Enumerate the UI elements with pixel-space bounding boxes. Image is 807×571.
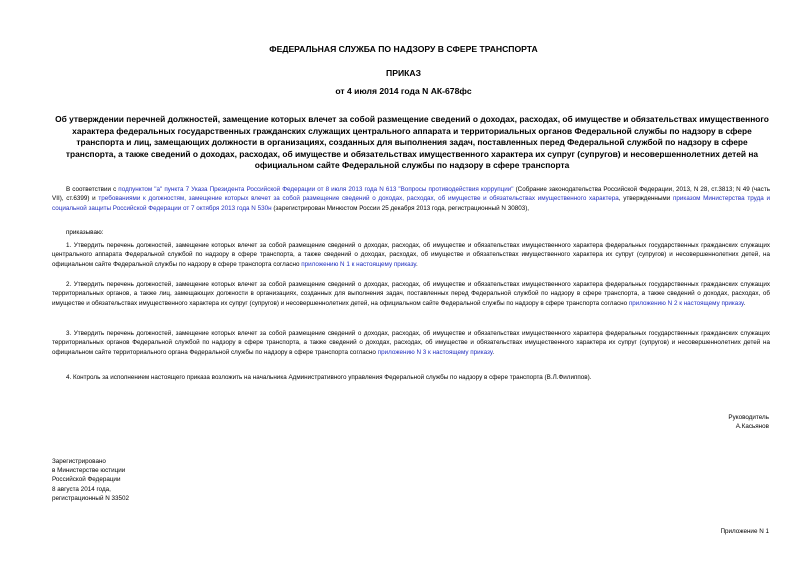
- registration-line-3: Российской Федерации: [52, 476, 121, 484]
- appendix-label: Приложение N 1: [720, 528, 769, 535]
- preamble-text-3: , утвержденными: [618, 195, 673, 203]
- appendix-1-link[interactable]: приложению N 1 к настоящему приказу: [301, 260, 416, 268]
- item-3-text: 3. Утвердить перечень должностей, замещение которых влечет за собой размещение сведений о доходах, расходах, об имуществе и обязательствах имущественного характера федеральных государственных гражданских служащих территориальных органов Федеральной службой по надзору в сфере транспорта, а также сведений о доходах, расходах, об имуществе и обязательствах имущественного характера их супруг (супругов) и несовершеннолетних детей на официальном сайте территориального органа Федеральной службы по надзору в сфере транспорта согласно: [52, 330, 770, 356]
- item-2-end: .: [743, 299, 746, 307]
- ministry-order-link[interactable]: приказом Министерства труда и социальной защиты Российской Федерации от 7 октября 2013 года N 530н: [52, 195, 771, 212]
- signer-position: Руководитель: [728, 414, 769, 421]
- item-2-paragraph: [52, 280, 770, 308]
- preamble-text-2: (Собрание законодательства Российской Федерации, 2013, N 28, ст.3813; N 49 (часть VII), ст.6399) и: [52, 186, 770, 203]
- decree-link[interactable]: подпунктом "а" пункта 7 Указа Президента Российской Федерации от 8 июля 2013 года N 613 "Вопросы противодействия коррупции": [118, 186, 514, 193]
- preamble-text-1: В соответствии с: [66, 186, 119, 193]
- document-date-number: от 4 июля 2014 года N АК-678фс: [335, 86, 472, 96]
- preamble-text-4: (зарегистрирован Минюстом России 25 декабря 2013 года, регистрационный N 30803),: [271, 204, 530, 212]
- item-1-paragraph: [52, 241, 770, 269]
- item-3-paragraph: [52, 329, 770, 357]
- item-1-text: 1. Утвердить перечень должностей, замещение которых влечет за собой размещение сведений о доходах, расходах, об имуществе и обязательствах имущественного характера федеральных государственных гражданских служащих центрального аппарата Федеральной службой по надзору в сфере транспорта, а также сведений о доходах, расходах, об имуществе и обязательствах имущественного характера их супруг (супругов) и несовершеннолетних детей, на официальном сайте Федеральной службы по надзору в сфере транспорта согласно: [52, 242, 770, 268]
- registration-line-5: регистрационный N 33502: [52, 494, 130, 502]
- appendix-3-link[interactable]: приложению N 3 к настоящему приказу: [377, 348, 493, 356]
- preamble-paragraph: [52, 185, 770, 213]
- registration-line-4: 8 августа 2014 года,: [52, 485, 111, 493]
- item-4-paragraph: 4. Контроль за исполнением настоящего приказа возложить на начальника Административного управления Федеральной службы по надзору в сфере транспорта (В.Л.Филиппов).: [66, 374, 592, 381]
- signer-name: А.Касьянов: [735, 423, 769, 430]
- agency-name: ФЕДЕРАЛЬНАЯ СЛУЖБА ПО НАДЗОРУ В СФЕРЕ ТРАНСПОРТА: [269, 44, 538, 54]
- order-word: приказываю:: [66, 229, 104, 236]
- item-1-end: .: [415, 260, 418, 268]
- requirements-link[interactable]: требованиями к должностям, замещение которых влечет за собой размещение сведений о доходах, расходах, об имуществе и обязательствах имущественного характера: [98, 195, 619, 203]
- document-title: Об утверждении перечней должностей, замещение которых влечет за собой размещение сведений о доходах, расходах, об имуществе и обязательствах имущественного характера федеральных государственных гражданских служащих центрального аппарата и территориальных органов Федеральной службы по надзору в сфере транспорта и лиц, замещающих должности в организациях, созданных для выполнения задач, поставленных перед Федеральной службой по надзору в сфере транспорта, а также сведений о доходах, расходах, об имуществе и обязательствах имущественного характера их супруг (супругов) и несовершеннолетних детей на официальном сайте Федеральной службы по надзору в сфере транспорта: [55, 114, 769, 171]
- signature-block: [728, 413, 769, 431]
- appendix-2-link[interactable]: приложению N 2 к настоящему приказу: [628, 299, 744, 307]
- document-type: ПРИКАЗ: [386, 68, 421, 78]
- registration-line-2: в Министерстве юстиции: [52, 467, 126, 475]
- registration-block: [52, 457, 129, 503]
- item-2-text: 2. Утвердить перечень должностей, замещение которых влечет за собой размещение сведений о доходах, расходах, об имуществе и обязательствах имущественного характера федеральных государственных гражданских служащих территориальных органов, а также лиц, замещающих должности в организациях, созданных для выполнения задач, поставленных перед Федеральной службой по надзору в сфере транспорта, а также сведений о доходах, расходах, об имуществе и обязательствах имущественного характера их супруг (супругов) и несовершеннолетних детей, на официальном сайте Федеральной службы по надзору в сфере транспорта согласно: [52, 281, 770, 307]
- item-3-end: .: [492, 348, 495, 356]
- registration-line-1: Зарегистрировано: [52, 458, 106, 465]
